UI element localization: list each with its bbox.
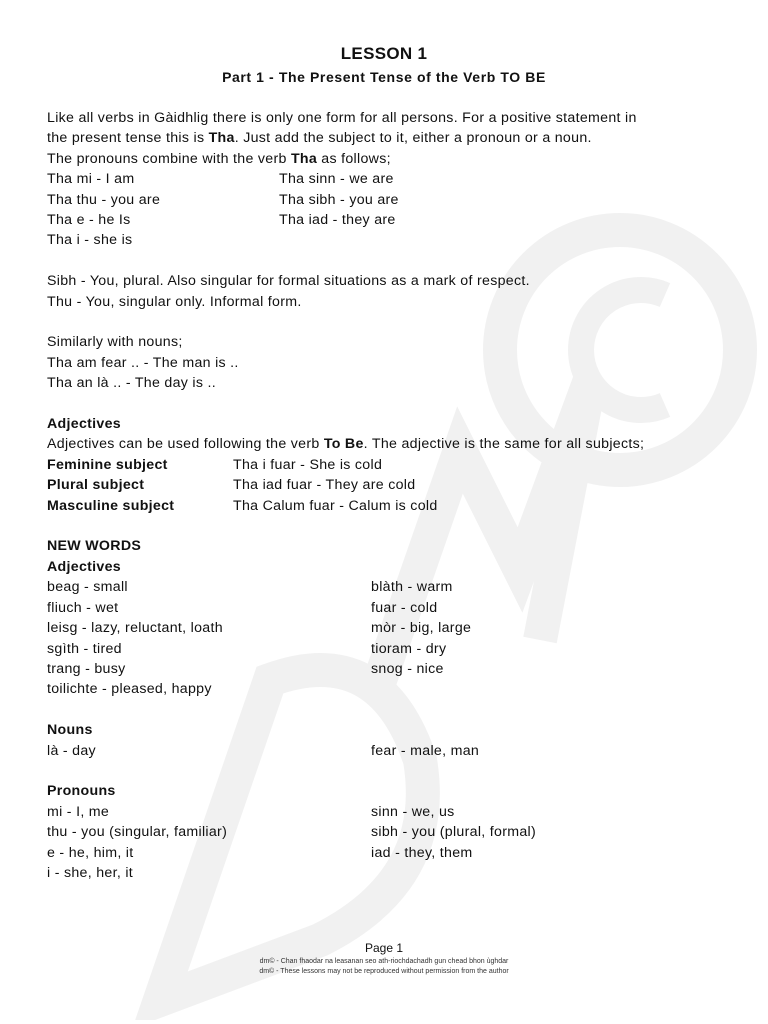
vocab-row: trang - busy snog - nice: [47, 660, 444, 677]
page-number: Page 1: [364, 941, 404, 955]
vocab-row: leisg - lazy, reluctant, loath mòr - big, large: [47, 620, 472, 637]
adjective-example-row: Feminine subject Tha i fuar - She is cold: [47, 456, 383, 473]
vocab-row: e - he, him, it iad - they, them: [47, 844, 473, 861]
noun-example: Tha an là .. - The day is ..: [47, 375, 217, 392]
new-words-pronouns-heading: Pronouns: [47, 783, 116, 800]
vocab-row: beag - small blàth - warm: [47, 579, 453, 596]
vocab-row: toilichte - pleased, happy: [47, 681, 212, 698]
pronoun-form-row: Tha e - he Is Tha iad - they are: [47, 212, 396, 229]
copyright-note-gaelic: dm© - Chan fhaodar na leasanan seo ath-riochdachadh gun chead bhon ùghdar: [259, 958, 509, 965]
pronoun-form-row: Tha i - she is: [47, 232, 133, 249]
sibh-note: Sibh - You, plural. Also singular for formal situations as a mark of respect.: [47, 273, 530, 290]
intro-line: the present tense this is Tha. Just add the subject to it, either a pronoun or a noun.: [47, 130, 592, 147]
thu-note: Thu - You, singular only. Informal form.: [47, 293, 302, 310]
adjective-example-row: Masculine subject Tha Calum fuar - Calum is cold: [47, 497, 438, 514]
adjectives-description: Adjectives can be used following the verb To Be. The adjective is the same for all subjects;: [47, 436, 645, 453]
new-words-nouns-heading: Nouns: [47, 722, 93, 739]
intro-line: Like all verbs in Gàidhlig there is only one form for all persons. For a positive statement in: [47, 110, 637, 126]
intro-line: The pronouns combine with the verb Tha as follows;: [47, 150, 391, 167]
vocab-row: là - day fear - male, man: [47, 742, 480, 759]
vocab-row: thu - you (singular, familiar) sibh - you (plural, formal): [47, 824, 537, 841]
adjective-example-row: Plural subject Tha iad fuar - They are cold: [47, 477, 416, 494]
new-words-heading: NEW WORDS: [47, 538, 142, 555]
nouns-intro-heading: Similarly with nouns;: [47, 334, 183, 351]
new-words-adjectives-heading: Adjectives: [47, 558, 121, 575]
vocab-row: mi - I, me sinn - we, us: [47, 803, 455, 820]
vocab-row: fliuch - wet fuar - cold: [47, 599, 438, 616]
vocab-row: i - she, her, it: [47, 864, 134, 881]
pronoun-form-row: Tha mi - I am Tha sinn - we are: [47, 171, 394, 188]
pronoun-form-row: Tha thu - you are Tha sibh - you are: [47, 191, 399, 208]
copyright-note-english: dm© - These lessons may not be reproduced without permission from the author: [259, 968, 509, 975]
lesson-content: [47, 108, 737, 883]
lesson-title: LESSON 1: [340, 44, 428, 63]
vocab-row: sgìth - tired tioram - dry: [47, 640, 447, 657]
adjectives-heading: Adjectives: [47, 416, 121, 433]
noun-example: Tha am fear .. - The man is ..: [47, 354, 239, 371]
lesson-subtitle: Part 1 - The Present Tense of the Verb TO BE: [222, 69, 546, 85]
